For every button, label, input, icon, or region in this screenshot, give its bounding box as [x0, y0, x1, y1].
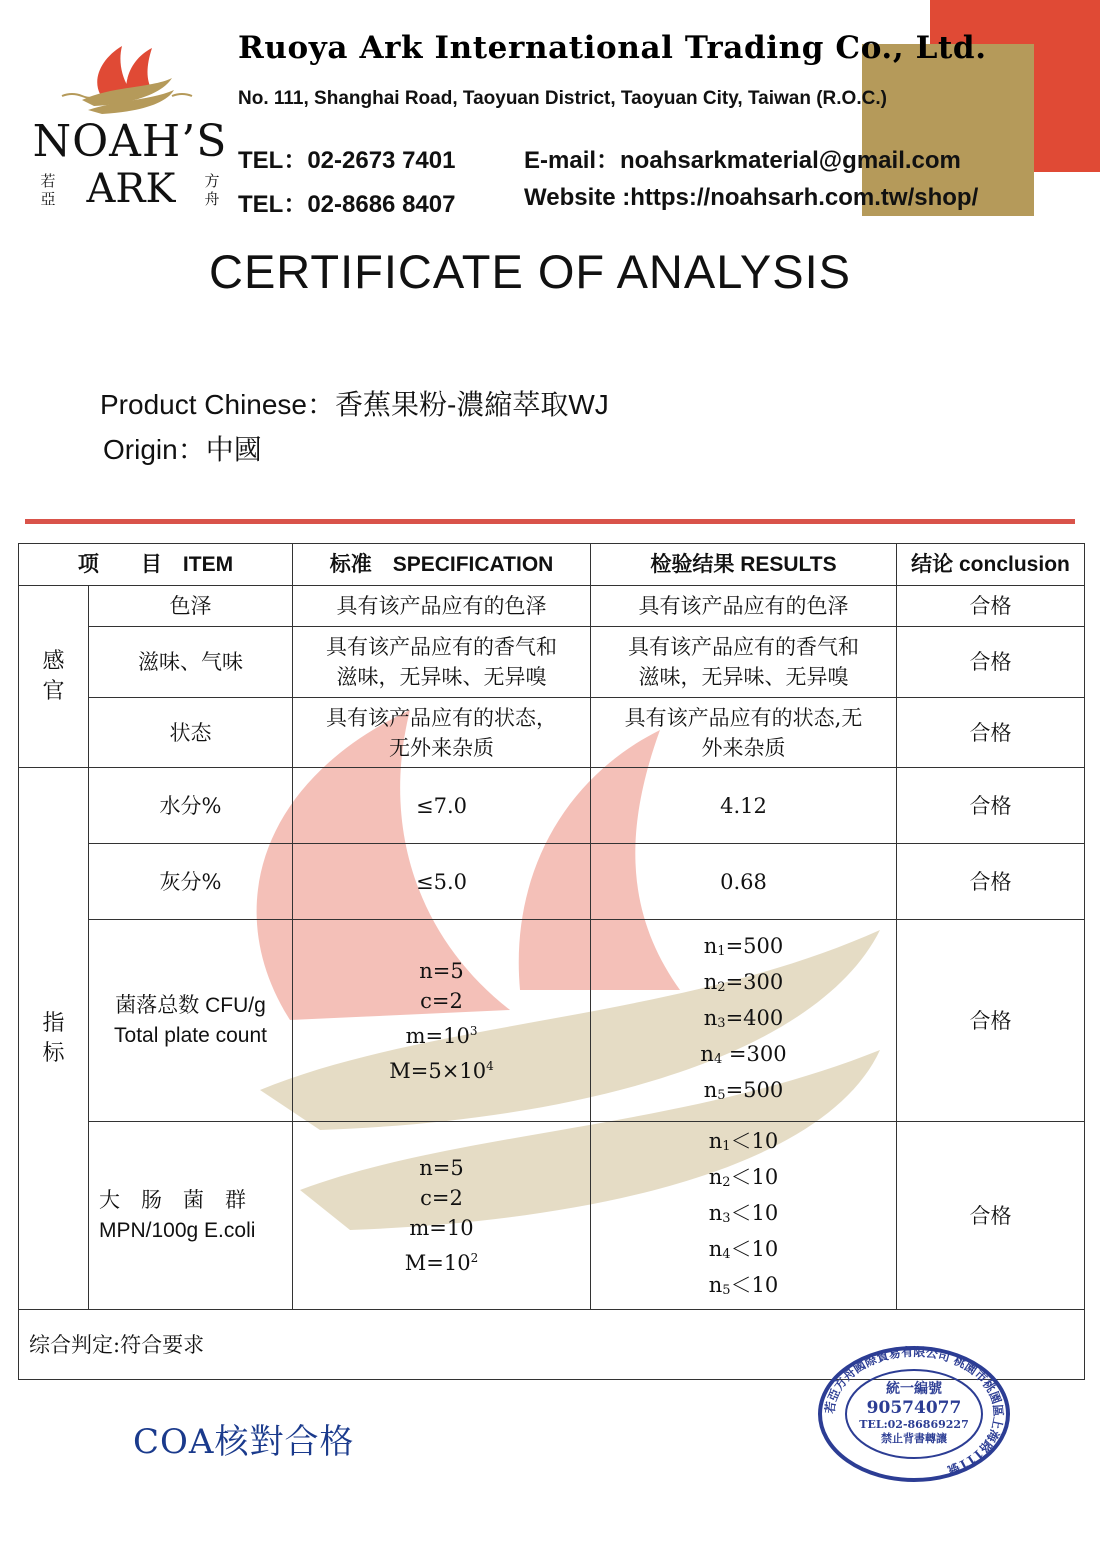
ship-logo-icon	[22, 38, 227, 118]
conclusion-cell: 合格	[897, 768, 1085, 844]
conclusion-cell: 合格	[897, 844, 1085, 920]
item-cell: 大 肠 菌 群 MPN/100g E.coli	[89, 1122, 293, 1310]
item-cell: 滋味、气味	[89, 627, 293, 698]
logo-wordmark-bottom: ARK	[86, 166, 176, 212]
conclusion-cell: 合格	[897, 586, 1085, 627]
stamp-ring-text: 若亞方舟國際貿易有限公司 桃園市桃園區上海路111號	[822, 1344, 1006, 1478]
spec-cell: ≤5.0	[293, 844, 591, 920]
header-conclusion: 结论 conclusion	[897, 544, 1085, 586]
spec-cell: n=5 c=2 m=10 $M=10^2$	[293, 1122, 591, 1310]
result-cell: 具有该产品应有的状态,无 外来杂质	[591, 698, 897, 768]
section-divider	[25, 519, 1075, 524]
group-sensory-label: 感 官	[19, 586, 89, 768]
table-row-plate-count	[19, 920, 1085, 1122]
telephone-1: TEL：02-2673 7401	[238, 147, 456, 174]
table-header-row	[19, 544, 1085, 586]
email[interactable]: E-mail：noahsarkmaterial@gmail.com	[524, 147, 961, 174]
result-cell: 具有该产品应有的色泽	[591, 586, 897, 627]
spec-cell: 具有该产品应有的色泽	[293, 586, 591, 627]
logo-cjk-right: 方舟	[204, 172, 220, 208]
conclusion-cell: 合格	[897, 698, 1085, 768]
table-row-state	[19, 698, 1085, 768]
result-cell: n1=500 n2=300 n3=400 n4 =300 n5=500	[591, 920, 897, 1122]
telephone-2: TEL：02-8686 8407	[238, 191, 456, 218]
item-cell: 状态	[89, 698, 293, 768]
group-index-label: 指 标	[19, 768, 89, 1310]
spec-cell: 具有该产品应有的香气和 滋味，无异味、无异嗅	[293, 627, 591, 698]
result-cell: 4.12	[591, 768, 897, 844]
website[interactable]: Website :https://noahsarh.com.tw/shop/	[524, 184, 979, 211]
header-specification: 标准 SPECIFICATION	[293, 544, 591, 586]
table-row-taste	[19, 627, 1085, 698]
origin-line: Origin：中國	[103, 434, 262, 465]
conclusion-cell: 合格	[897, 627, 1085, 698]
document-title: CERTIFICATE OF ANALYSIS	[209, 245, 851, 298]
table-row-color	[19, 586, 1085, 627]
conclusion-cell: 合格	[897, 1122, 1085, 1310]
header-results: 检验结果 RESULTS	[591, 544, 897, 586]
spec-cell: ≤7.0	[293, 768, 591, 844]
company-name: Ruoya Ark International Trading Co., Ltd.	[238, 30, 987, 66]
result-cell: 具有该产品应有的香气和 滋味，无异味、无异嗅	[591, 627, 897, 698]
logo-wordmark-top: NOAH’S	[32, 116, 228, 167]
stamp-inner-text: 統一編號 90574077 TEL:02-86869227 禁止背書轉讓	[859, 1381, 969, 1445]
spec-cell: n=5 c=2 $m=10^3$ $M=5\times 10^4$	[293, 920, 591, 1122]
item-cell: 色泽	[89, 586, 293, 627]
overall-judgement: 综合判定:符合要求	[19, 1310, 1085, 1380]
item-cell: 水分%	[89, 768, 293, 844]
conclusion-cell: 合格	[897, 920, 1085, 1122]
analysis-table	[18, 543, 1085, 1380]
table-row-ash	[19, 844, 1085, 920]
spec-cell: 具有该产品应有的状态， 无外来杂质	[293, 698, 591, 768]
header-item: 项 目 ITEM	[19, 544, 293, 586]
company-address: No. 111, Shanghai Road, Taoyuan District, Taoyuan City, Taiwan (R.O.C.)	[238, 88, 887, 109]
result-cell: 0.68	[591, 844, 897, 920]
coa-verified-note: COA核對合格	[133, 1422, 355, 1462]
table-row-moisture	[19, 768, 1085, 844]
item-cell: 菌落总数 CFU/g Total plate count	[89, 920, 293, 1122]
company-logo	[22, 38, 227, 213]
item-cell: 灰分%	[89, 844, 293, 920]
logo-cjk-left: 若亞	[40, 172, 56, 208]
table-row-coliform	[19, 1122, 1085, 1310]
result-cell: n1＜10 n2＜10 n3＜10 n4＜10 n5＜10	[591, 1122, 897, 1310]
product-line: Product Chinese：香蕉果粉-濃縮萃取WJ	[100, 389, 609, 420]
